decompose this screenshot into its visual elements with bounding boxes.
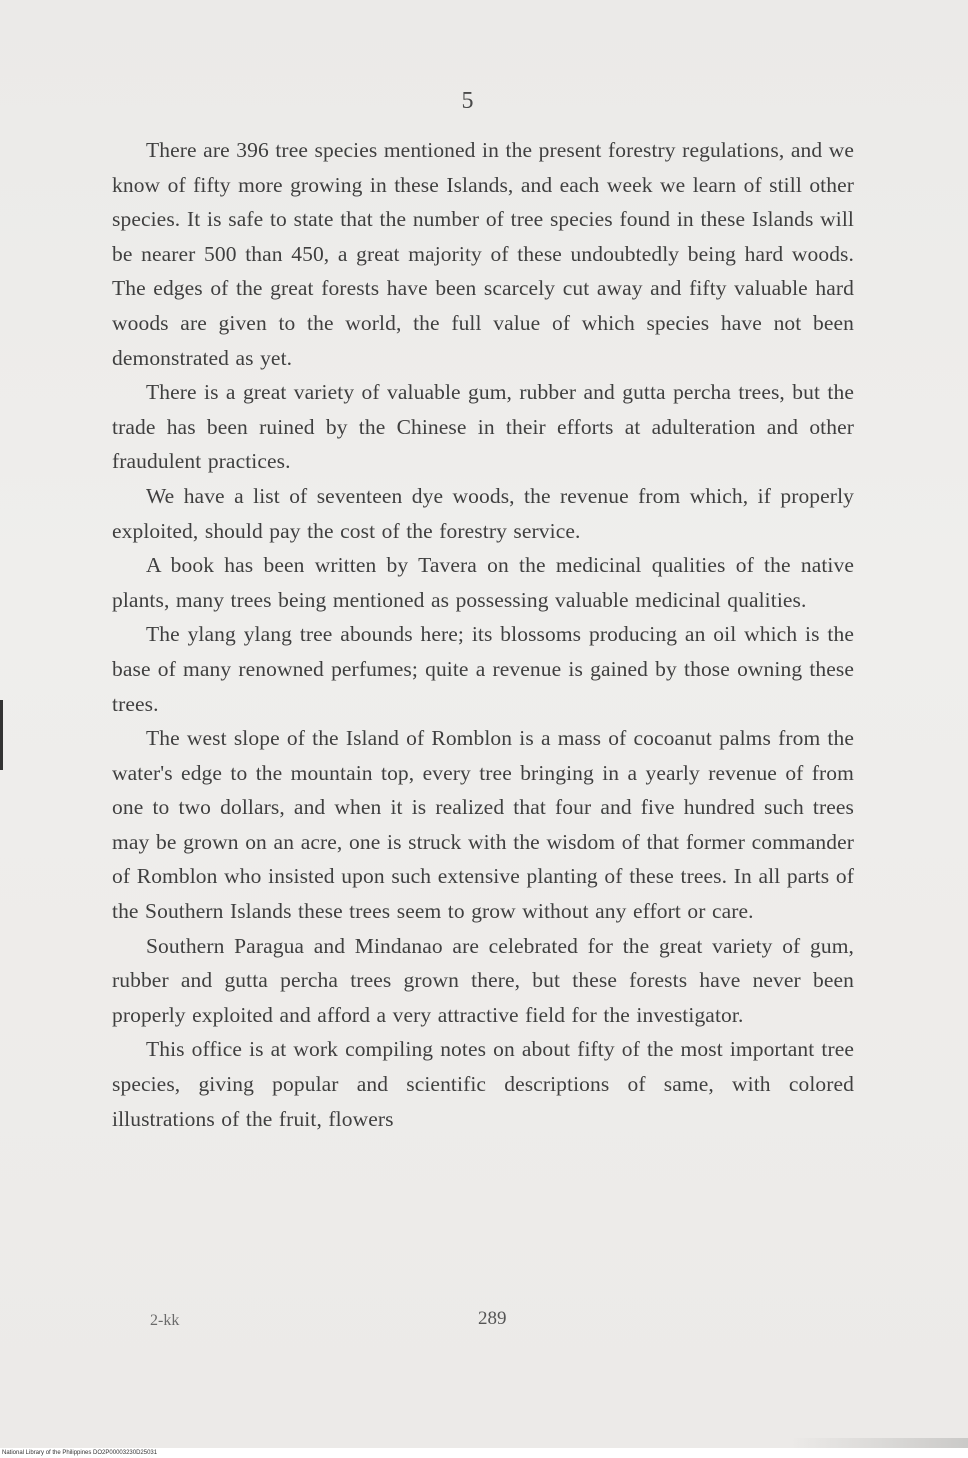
paragraph-medicinal: A book has been written by Tavera on the medicinal qualities of the native plants, many trees being mentioned as possessing valuable medicinal qualities.	[112, 553, 854, 612]
signature-mark: 2-kk	[150, 1312, 180, 1329]
paragraph-gum-rubber: There is a great variety of valuable gum, rubber and gutta percha trees, but the trade has been ruined by the Chinese in their efforts at adulteration and other fraudulent practices.	[112, 380, 854, 474]
page-number: 5	[461, 88, 474, 114]
library-watermark: National Library of the Philippines DO2P00003230D25031	[2, 1450, 158, 1456]
paragraph-ylang-ylang: The ylang ylang tree abounds here; its blossoms producing an oil which is the base of many renowned perfumes; quite a revenue is gained by those owning these trees.	[112, 622, 854, 716]
paragraph-paragua-mindanao: Southern Paragua and Mindanao are celebrated for the great variety of gum, rubber and gutta percha trees grown there, but these forests have never been properly exploited and afford a very attractive field for the investigator.	[112, 933, 854, 1027]
paragraph-romblon: The west slope of the Island of Romblon is a mass of cocoanut palms from the water's edge to the mountain top, every tree bringing in a yearly revenue of from one to two dollars, and when it is realized that four and five hundred such trees may be grown on an acre, one is struck with the wisdom of that former commander of Romblon who insisted upon such extensive planting of these trees. In all parts of the Southern Islands these trees seem to grow without any effort or care.	[112, 726, 854, 924]
paragraph-dye-woods: We have a list of seventeen dye woods, the revenue from which, if properly exploited, should pay the cost of the forestry service.	[112, 483, 854, 543]
body-text	[112, 133, 854, 1136]
footer-page-number: 289	[478, 1308, 507, 1329]
paragraph-office-notes: This office is at work compiling notes on about fifty of the most important tree species, giving popular and scientific descriptions of same, with colored illustrations of the fruit, flowers	[112, 1037, 854, 1131]
scan-edge-mark	[0, 700, 3, 770]
paragraph-tree-species: There are 396 tree species mentioned in the present forestry regulations, and we know of fifty more growing in these Islands, and each week we learn of still other species. It is safe to state that the number of tree species found in these Islands will be nearer 500 than 450, a great majority of these undoubtedly being hard woods. The edges of the great forests have been scarcely cut away and fifty valuable hard woods are given to the world, the full value of which species have not been demonstrated as yet.	[112, 138, 854, 370]
